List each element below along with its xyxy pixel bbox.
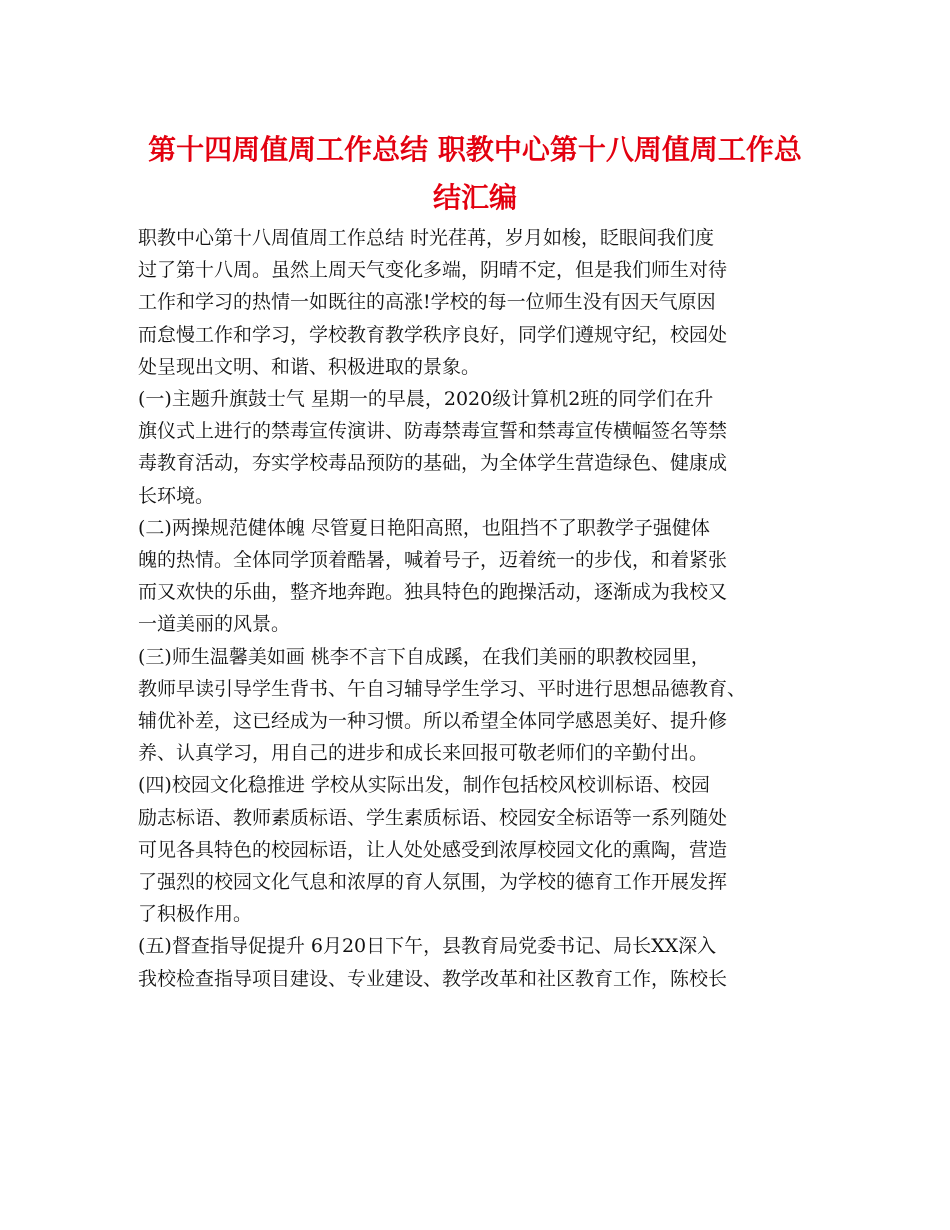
body-text-line: 辅优补差，这已经成为一种习惯。所以希望全体同学感恩美好、提升修 [138, 710, 728, 733]
body-text-line: 处呈现出文明、和谐、积极进取的景象。 [138, 355, 481, 378]
body-text-line: 可见各具特色的校园标语，让人处处感受到浓厚校园文化的熏陶，营造 [138, 838, 728, 861]
body-text-line: 了积极作用。 [138, 903, 253, 926]
body-text-line: 励志标语、教师素质标语、学生素质标语、校园安全标语等一系列随处 [138, 806, 728, 829]
body-text-line: 而怠慢工作和学习，学校教育教学秩序良好，同学们遵规守纪，校园处 [138, 323, 728, 346]
title-line-2: 结汇编 [432, 181, 517, 214]
body-text-line: (二)两操规范健体魄 尽管夏日艳阳高照，也阻挡不了职教学子强健体 [138, 516, 710, 539]
body-text-line: (五)督查指导促提升 6月20日下午，县教育局党委书记、局长XX深入 [138, 935, 717, 958]
body-text-line: 长环境。 [138, 484, 215, 507]
body-text-line: 教师早读引导学生背书、午自习辅导学生学习、平时进行思想品德教育、 [138, 677, 747, 700]
body-text-line: 养、认真学习，用自己的进步和成长来回报可敬老师们的辛勤付出。 [138, 742, 709, 765]
body-text-line: (四)校园文化稳推进 学校从实际出发，制作包括校风校训标语、校园 [138, 774, 710, 797]
document-body [138, 222, 818, 995]
body-text-line: 工作和学习的热情一如既往的高涨!学校的每一位师生没有因天气原因 [138, 291, 716, 314]
body-text-line: 魄的热情。全体同学顶着酷暑，喊着号子，迈着统一的步伐，和着紧张 [138, 549, 728, 572]
body-text-line: (一)主题升旗鼓士气 星期一的早晨，2020级计算机2班的同学们在升 [138, 388, 714, 411]
body-text-line: 一道美丽的风景。 [138, 613, 291, 636]
body-text-line: 过了第十八周。虽然上周天气变化多端，阴晴不定，但是我们师生对待 [138, 259, 728, 282]
body-text-line: 毒教育活动，夯实学校毒品预防的基础，为全体学生营造绿色、健康成 [138, 452, 728, 475]
body-text-line: 了强烈的校园文化气息和浓厚的育人氛围，为学校的德育工作开展发挥 [138, 871, 728, 894]
document-title [0, 126, 950, 222]
body-text-line: (三)师生温馨美如画 桃李不言下自成蹊，在我们美丽的职教校园里， [138, 645, 710, 668]
body-text-line: 我校检查指导项目建设、专业建设、教学改革和社区教育工作，陈校长 [138, 967, 728, 990]
body-text-line: 而又欢快的乐曲，整齐地奔跑。独具特色的跑操活动，逐渐成为我校又 [138, 581, 728, 604]
body-text-line: 职教中心第十八周值周工作总结 时光荏苒，岁月如梭，眨眼间我们度 [138, 227, 715, 249]
title-line-1: 第十四周值周工作总结 职教中心第十八周值周工作总 [148, 133, 802, 166]
body-text-line: 旗仪式上进行的禁毒宣传演讲、防毒禁毒宣誓和禁毒宣传横幅签名等禁 [138, 420, 728, 443]
